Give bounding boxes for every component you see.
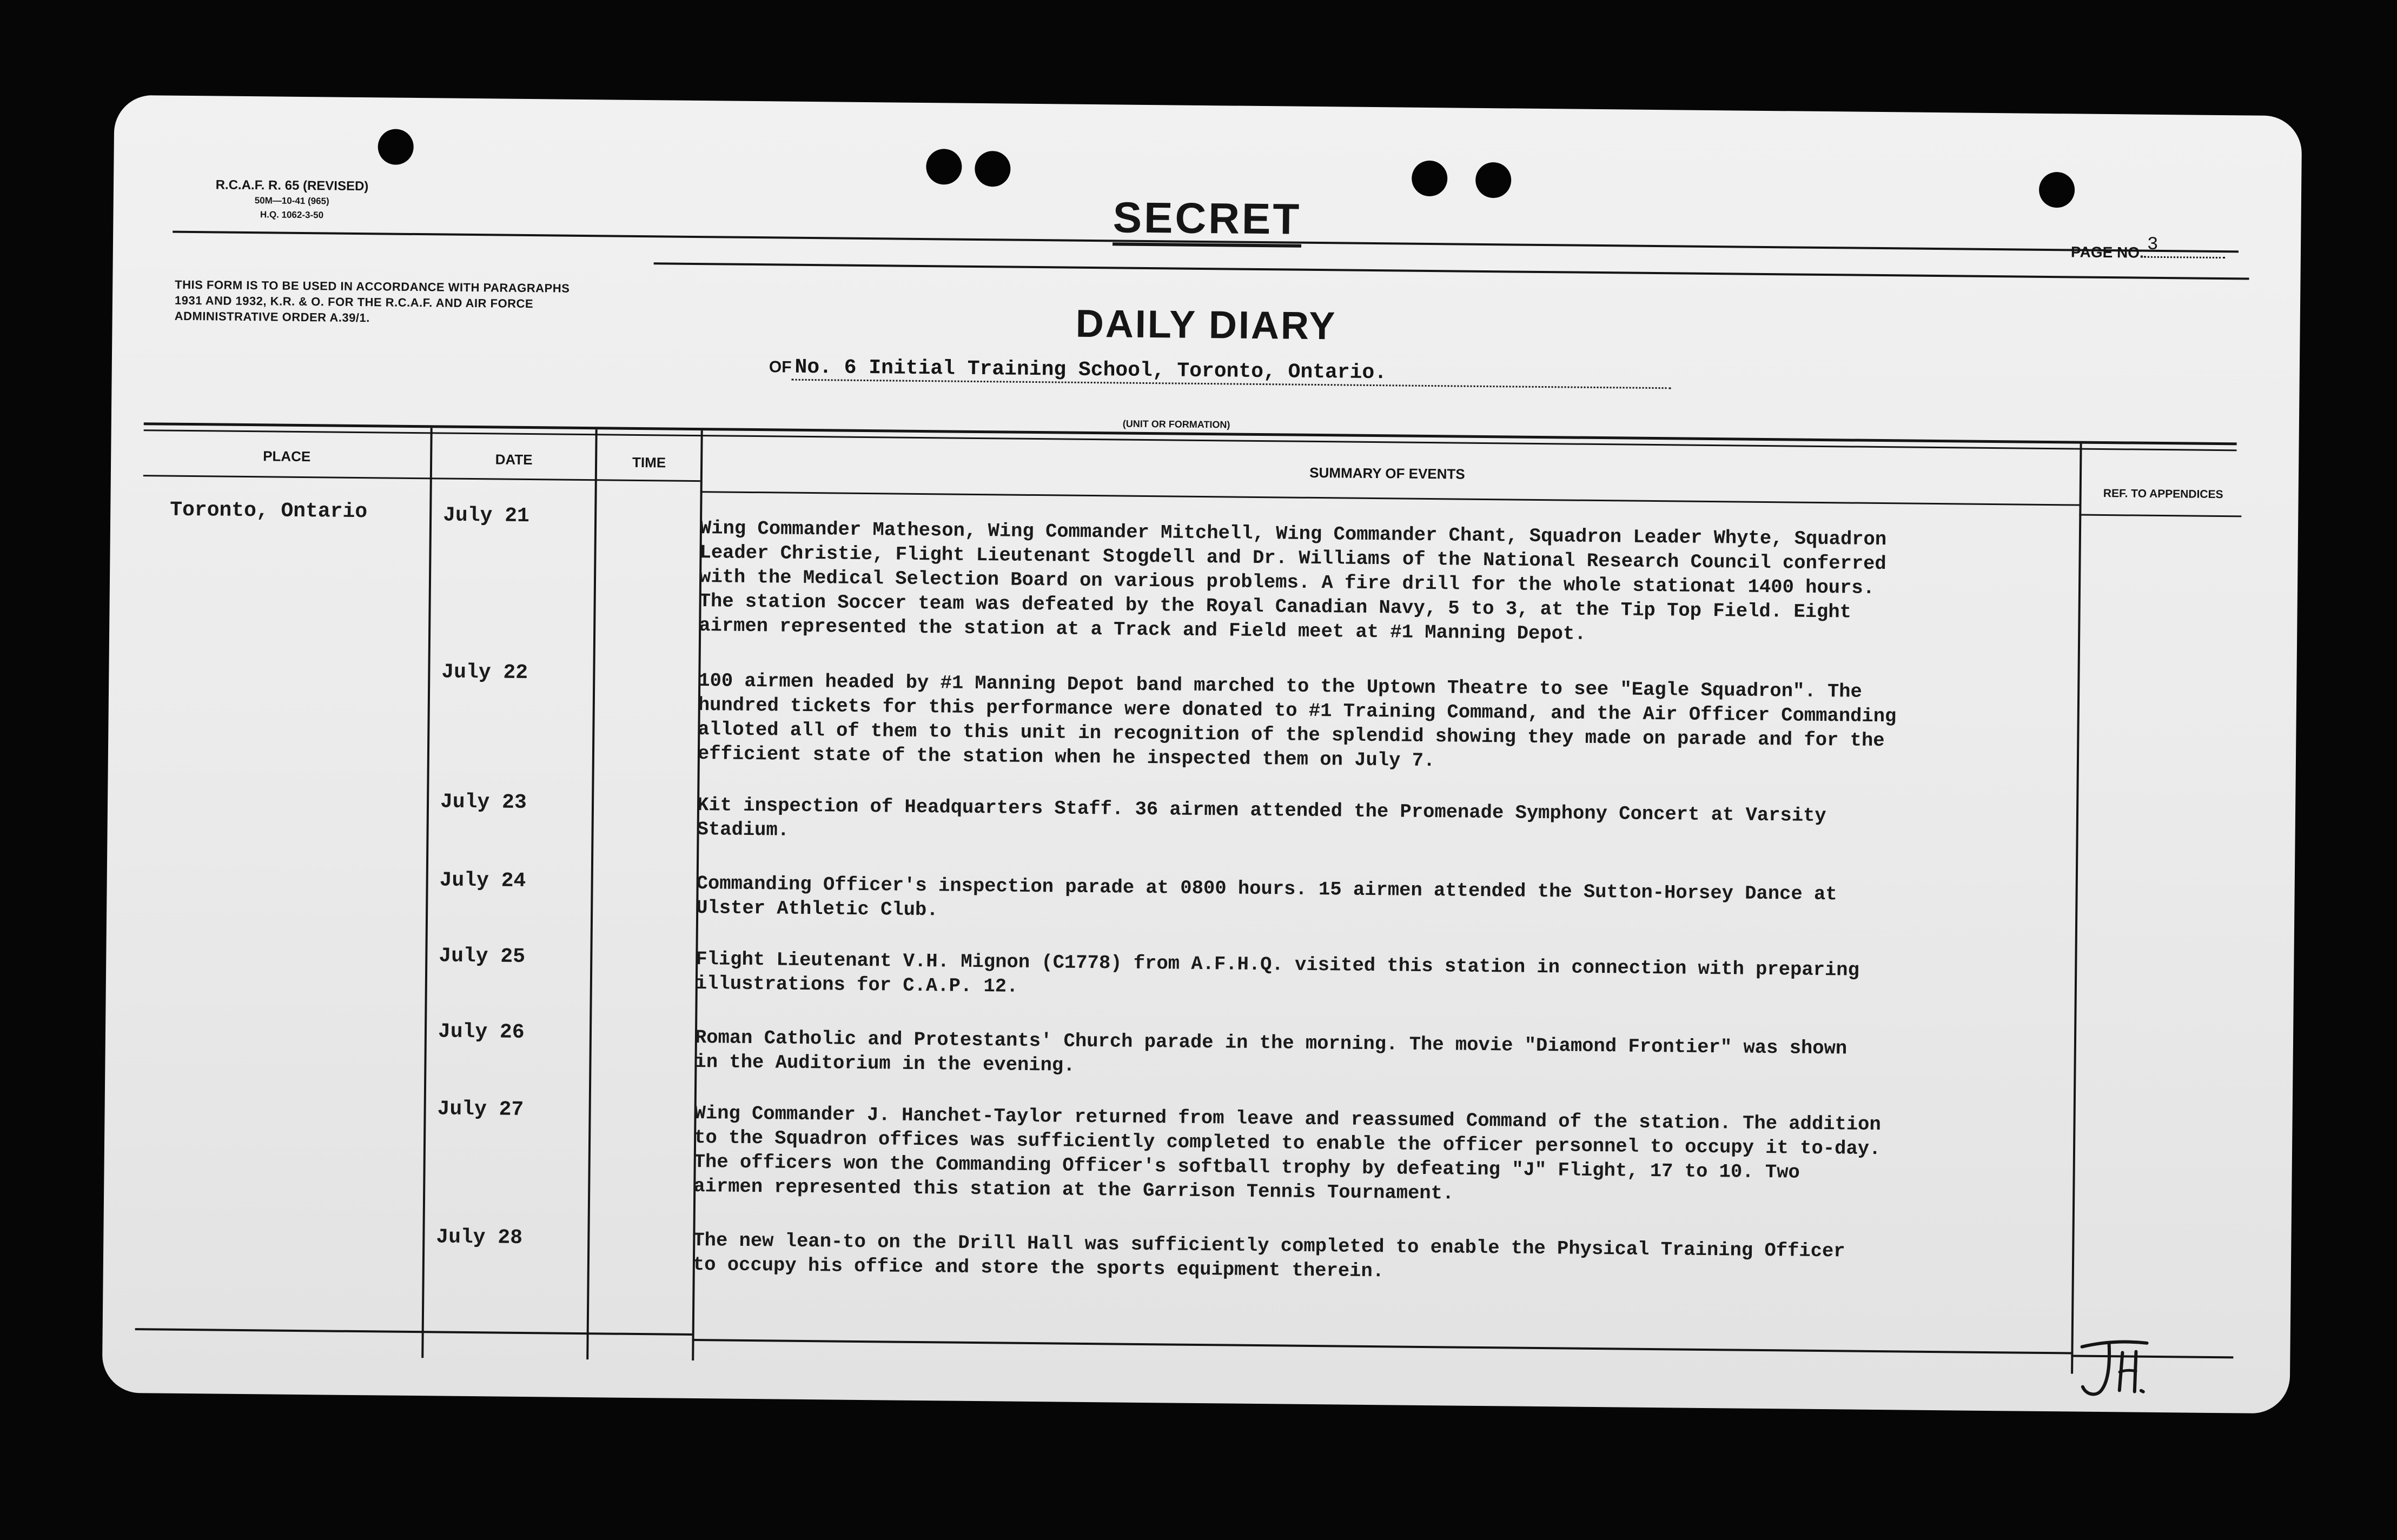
diary-form-card: [102, 95, 2302, 1414]
unit-field: [769, 355, 1671, 389]
page-number-field: [2070, 234, 2225, 262]
form-number: R.C.A.F. R. 65 (REVISED): [215, 177, 369, 194]
punch-hole: [926, 149, 962, 185]
punch-hole: [1412, 161, 1448, 197]
column-header-summary: SUMMARY OF EVENTS: [1309, 464, 1465, 482]
entry-text: 100 airmen headed by #1 Manning Depot band marched to the Uptown Theatre to see "Eagle Squadron". The hundred tickets for this performance were donated to #1 Training Command, and the Air Officer Commanding alloted all of them to this unit in recognition of the splendid showing they made on parade and for the efficient state of the station when he inspected them on July 7.: [697, 669, 1897, 772]
entry-date: July 27: [437, 1097, 524, 1121]
unit-value: No. 6 Initial Training School, Toronto, Ontario.: [791, 356, 1671, 389]
entry-text: The new lean-to on the Drill Hall was sufficiently completed to enable the Physical Training Officer to occupy his office and store the sports equipment therein.: [692, 1229, 1845, 1283]
column-divider: [421, 428, 433, 1358]
entry-date: July 22: [441, 660, 528, 685]
form-print-code: 50M—10-41 (965): [254, 195, 329, 207]
entry-date: July 24: [439, 868, 526, 893]
entry-date: July 21: [442, 503, 530, 528]
header-bottom-rule-summary: [700, 491, 2080, 506]
form-hq-code: H.Q. 1062-3-50: [260, 209, 324, 221]
classification-heading: SECRET: [113, 183, 2301, 254]
column-header-date: DATE: [495, 451, 533, 468]
punch-hole: [1475, 162, 1512, 198]
form-instructions: THIS FORM IS TO BE USED IN ACCORDANCE WITH PARAGRAPHS 1931 AND 1932, K.R. & O. FOR THE R.C.A.F. AND AIR FORCE ADMINISTRATIVE ORDER A.39/1.: [174, 277, 570, 325]
entry-date: July 25: [439, 944, 526, 969]
unit-of-label: OF: [769, 358, 792, 376]
page-number-label: PAGE NO.: [2070, 243, 2144, 261]
entry-text: Flight Lieutenant V.H. Mignon (C1778) from A.F.H.Q. visited this station in connection with preparing illustrations for C.A.P. 12.: [695, 948, 1860, 998]
unit-caption: (UNIT OR FORMATION): [1122, 418, 1230, 430]
entry-text: Wing Commander Matheson, Wing Commander Mitchell, Wing Commander Chant, Squadron Leader Whyte, Squadron Leader Christie, Flight Lieutenant Stogdell and Dr. Williams of the National Research Council conferred with the Medical Selection Board on various problems. A fire drill for the whole stationat 1400 hours. The station Soccer team was defeated by the Royal Canadian Navy, 5 to 3, at the Tip Top Field. Eight airmen represented the station at a Track and Field meet at #1 Manning Depot.: [699, 517, 1887, 645]
place-cell: Toronto, Ontario: [170, 498, 368, 524]
form-title: DAILY DIARY: [1075, 302, 1337, 348]
entry-text: Wing Commander J. Hanchet-Taylor returned from leave and reassumed Command of the station. The addition to the Squadron offices was sufficiently completed to enable the officer personnel to occupy it to-day. The officers won the Commanding Officer's softball trophy by defeating "J" Flight, 17 to 10. Two airmen represented this station at the Garrison Tennis Tournament.: [693, 1102, 1881, 1205]
column-divider: [2071, 444, 2082, 1374]
column-header-time: TIME: [632, 454, 666, 471]
column-divider: [586, 429, 598, 1359]
entry-text: Roman Catholic and Protestants' Church parade in the morning. The movie "Diamond Frontier" was shown in the Auditorium in the evening.: [694, 1026, 1848, 1077]
page-number-value: 3: [2147, 234, 2158, 255]
column-header-ref: REF. TO APPENDICES: [2103, 487, 2223, 501]
entry-date: July 23: [440, 790, 527, 815]
header-rule: [654, 262, 2249, 280]
table-bottom-rule: [135, 1328, 692, 1336]
table-bottom-rule: [692, 1339, 2071, 1354]
header-bottom-rule-left: [143, 475, 700, 482]
header-bottom-rule-ref: [2079, 514, 2241, 517]
entry-text: Kit inspection of Headquarters Staff. 36 airmen attended the Promenade Symphony Concert at Varsity Stadium.: [697, 794, 1826, 841]
punch-hole: [975, 151, 1011, 187]
punch-hole: [378, 129, 414, 165]
column-header-place: PLACE: [263, 448, 311, 465]
entry-date: July 28: [436, 1225, 523, 1250]
handwritten-initials-signature: [2071, 1330, 2158, 1407]
entry-text: Commanding Officer's inspection parade at 0800 hours. 15 airmen attended the Sutton-Horsey Dance at Ulster Athletic Club.: [696, 872, 1837, 921]
entry-date: July 26: [438, 1020, 525, 1044]
